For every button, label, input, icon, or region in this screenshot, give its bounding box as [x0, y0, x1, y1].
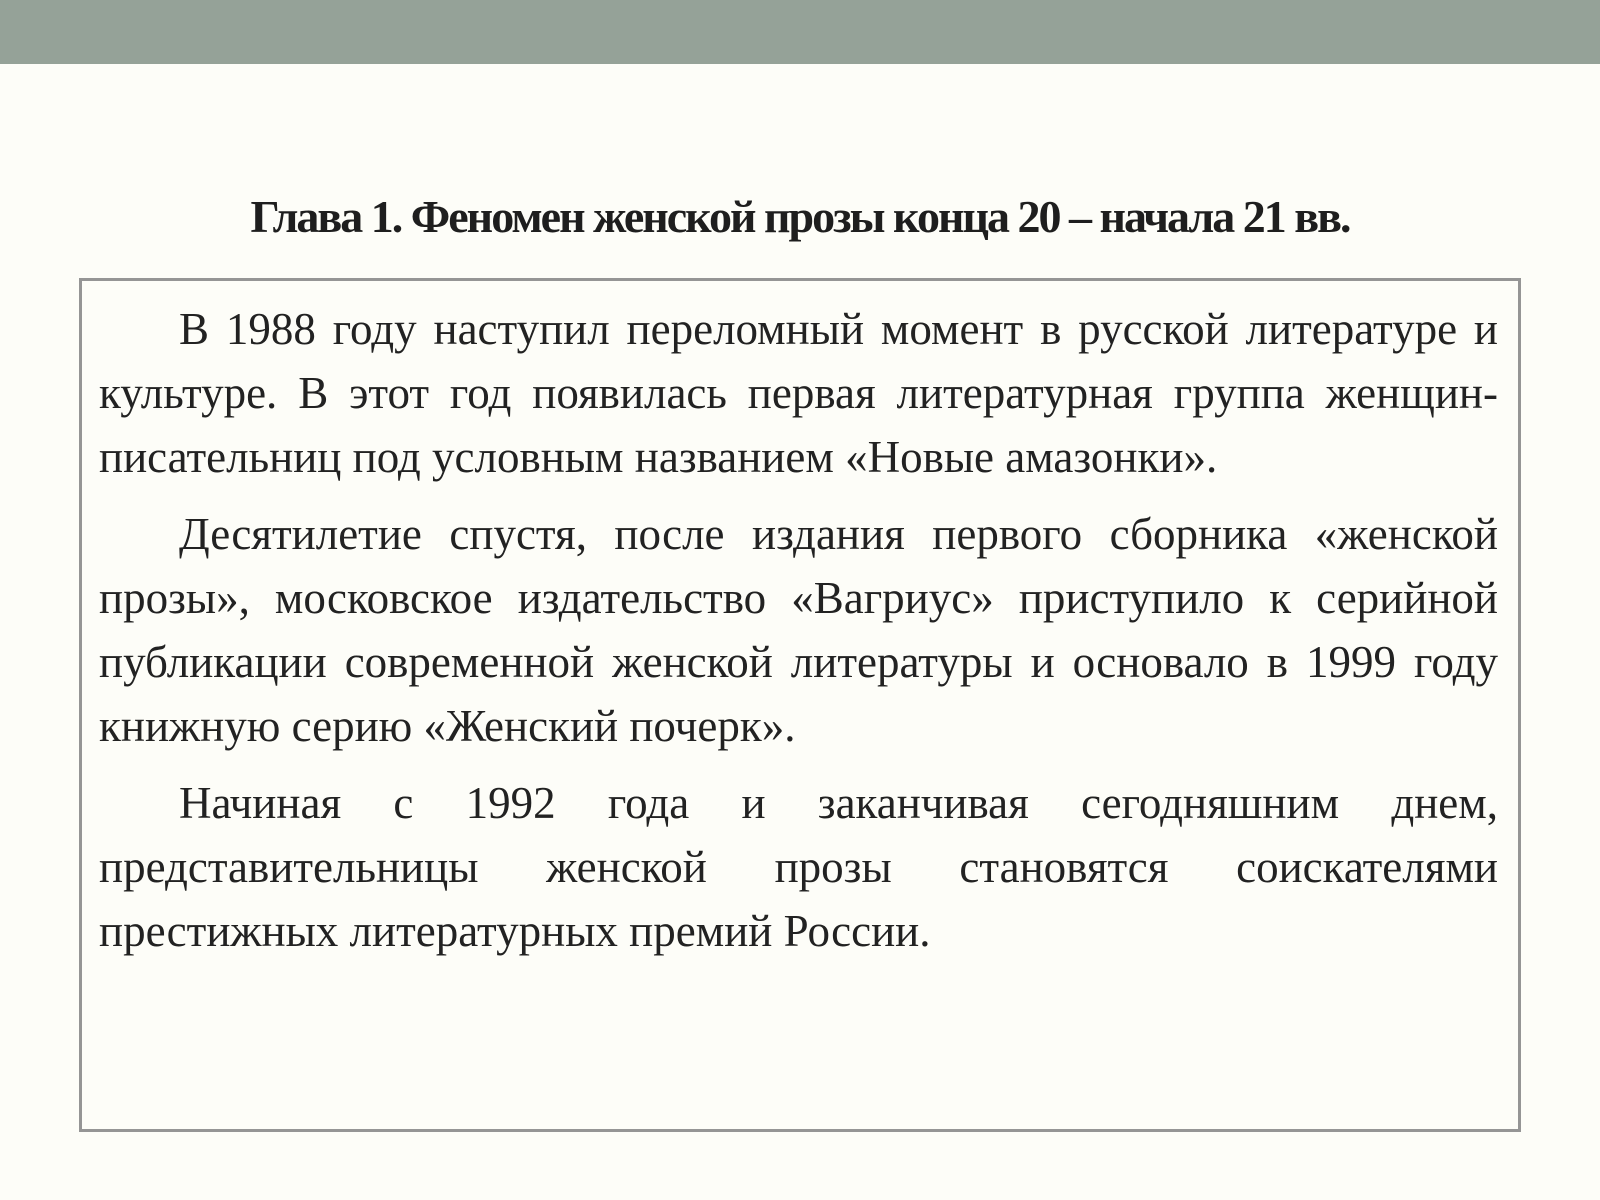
- slide-title: Глава 1. Феномен женской прозы конца 20 – начала 21 вв.: [250, 190, 1350, 242]
- paragraph-1: В 1988 году наступил переломный момент в русской литературе и культуре. В этот год появилась первая литературная группа женщин-писательниц под условным названием «Новые амазонки».: [99, 304, 1498, 482]
- paragraph-2: Десятилетие спустя, после издания первого сборника «женской прозы», московское издательство «Вагриус» приступило к серийной публикации современной женской литературы и основало в 1999 году книжную серию «Женский почерк».: [99, 509, 1498, 751]
- content-box: [79, 278, 1521, 1132]
- paragraph-3: Начиная с 1992 года и заканчивая сегодняшним днем, представительницы женской прозы становятся соискателями престижных литературных премий России.: [99, 778, 1498, 956]
- top-decorative-band: [0, 0, 1600, 64]
